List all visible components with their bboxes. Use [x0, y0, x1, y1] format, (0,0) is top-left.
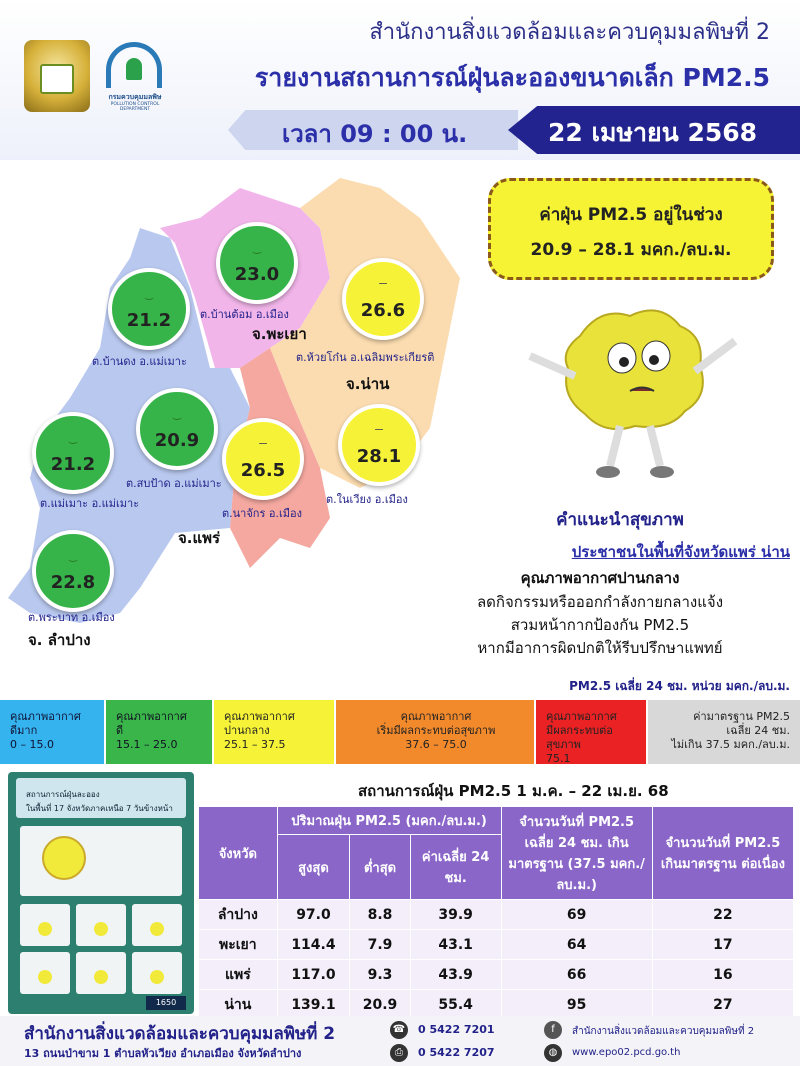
province-label-nan: จ.น่าน [346, 375, 390, 393]
station-label-7: ต.ในเวียง อ.เมือง [326, 493, 408, 506]
station-label-2: ต.บ้านดง อ.แม่เมาะ [92, 355, 187, 368]
station-value: 20.9 [154, 430, 200, 451]
station-bubble-7 [338, 404, 420, 486]
footer-fax: 0 5422 7207 [418, 1046, 495, 1059]
view-count: 1650 [146, 996, 186, 1010]
pm25-summary-table [198, 806, 794, 1020]
unit-note: PM2.5 เฉลี่ย 24 ชม. หน่วย มคก./ลบ.ม. [569, 679, 790, 693]
pm25-range-box [488, 178, 774, 280]
pcd-logo-subtext: POLLUTION CONTROL DEPARTMENT [110, 102, 160, 112]
station-bubble-6 [222, 418, 304, 500]
aqi-legend [0, 700, 800, 764]
province-label-phrae: จ.แพร่ [178, 529, 221, 547]
col-avg: ค่าเฉลี่ย 24 ชม. [410, 835, 501, 900]
neutral-face-icon: — [259, 436, 267, 451]
station-value: 26.6 [360, 300, 406, 321]
globe-icon: ◍ [544, 1044, 562, 1062]
report-time: เวลา 09 : 00 น. [282, 120, 468, 148]
station-label-1: ต.บ้านต้อม อ.เมือง [200, 308, 289, 321]
station-value: 28.1 [356, 446, 402, 467]
station-bubble-4 [32, 412, 114, 494]
legend-good: คุณภาพอากาศ ดี 15.1 – 25.0 [106, 700, 212, 764]
health-advice-title: คำแนะนำสุขภาพ [556, 510, 684, 530]
range-value: 20.9 – 28.1 มคก./ลบ.ม. [530, 240, 732, 260]
footer-address: 13 ถนนป่าขาม 1 ตำบลหัวเวียง อำเภอเมือง จังหวัดลำปาง [24, 1047, 302, 1060]
thumbnail-subtitle: ในพื้นที่ 17 จังหวัดภาคเหนือ 7 วันข้างหน้า [26, 804, 173, 813]
station-bubble-2 [108, 268, 190, 350]
station-label-6: ต.นาจักร อ.เมือง [222, 507, 302, 520]
table-row: น่าน 139.1 20.9 55.4 95 27 [199, 990, 794, 1020]
station-bubble-1 [216, 222, 298, 304]
legend-sensitive: คุณภาพอากาศ เริ่มมีผลกระทบต่อสุขภาพ 37.6 – 75.0 [336, 700, 534, 764]
org-title: สำนักงานสิ่งแวดล้อมและควบคุมมลพิษที่ 2 [369, 20, 770, 45]
station-value: 22.8 [50, 572, 96, 593]
station-value: 26.5 [240, 460, 286, 481]
fax-icon: ⎙ [390, 1044, 408, 1062]
station-bubble-3 [342, 258, 424, 340]
footer-phone[interactable]: 0 5422 7201 [418, 1023, 495, 1036]
col-min: ต่ำสุด [350, 835, 411, 900]
garuda-logo [24, 40, 90, 112]
col-province: จังหวัด [199, 807, 278, 900]
neutral-face-icon: — [379, 276, 387, 291]
facebook-icon: f [544, 1021, 562, 1039]
legend-very-good: คุณภาพอากาศ ดีมาก 0 – 15.0 [0, 700, 104, 764]
legend-unhealthy: คุณภาพอากาศ มีผลกระทบต่อสุขภาพ 75.1 [536, 700, 646, 764]
health-advice-audience: ประชาชนในพื้นที่จังหวัดแพร่ น่าน [571, 543, 790, 561]
station-value: 23.0 [234, 264, 280, 285]
station-label-3: ต.ห้วยโก๋น อ.เฉลิมพระเกียรติ [296, 351, 435, 364]
forecast-thumbnail[interactable] [8, 772, 194, 1014]
station-label-5: ต.สบป้าด อ.แม่เมาะ [126, 477, 222, 490]
range-label: ค่าฝุ่น PM2.5 อยู่ในช่วง [539, 205, 723, 225]
smiley-face-icon: ‿ [173, 406, 181, 421]
advice-line-2: สวมหน้ากากป้องกัน PM2.5 [510, 616, 690, 634]
legend-standard: ค่ามาตรฐาน PM2.5 เฉลี่ย 24 ชม. ไม่เกิน 37.5 มคก./ลบ.ม. [648, 700, 800, 764]
footer-facebook[interactable]: สำนักงานสิ่งแวดล้อมและควบคุมมลพิษที่ 2 [572, 1026, 755, 1037]
smiley-face-icon: ‿ [69, 430, 77, 445]
pcd-logo-text: กรมควบคุมมลพิษ [108, 93, 162, 101]
table-row: พะเยา 114.4 7.9 43.1 64 17 [199, 930, 794, 960]
province-label-lampang: จ. ลำปาง [28, 631, 91, 649]
station-value: 21.2 [50, 454, 96, 475]
station-bubble-5 [136, 388, 218, 470]
report-date: 22 เมษายน 2568 [548, 118, 758, 147]
table-row: ลำปาง 97.0 8.8 39.9 69 22 [199, 900, 794, 930]
table-title: สถานการณ์ฝุ่น PM2.5 1 ม.ค. – 22 เม.ย. 68 [358, 782, 669, 800]
air-quality-status: คุณภาพอากาศปานกลาง [520, 569, 680, 587]
dust-mascot-icon [510, 296, 750, 486]
advice-line-1: ลดกิจกรรมหรือออกกำลังกายกลางแจ้ง [476, 593, 724, 611]
report-title: รายงานสถานการณ์ฝุ่นละอองขนาดเล็ก PM2.5 [254, 63, 770, 92]
province-label-phayao: จ.พะเยา [252, 325, 307, 343]
smiley-face-icon: ‿ [145, 286, 153, 301]
footer-org: สำนักงานสิ่งแวดล้อมและควบคุมมลพิษที่ 2 [24, 1024, 336, 1044]
col-days-exceed: จำนวนวันที่ PM2.5 เฉลี่ย 24 ชม. เกินมาตรฐาน (37.5 มคก./ลบ.ม.) [501, 807, 652, 900]
station-value: 21.2 [126, 310, 172, 331]
smiley-face-icon: ‿ [253, 240, 261, 255]
col-days-consecutive: จำนวนวันที่ PM2.5 เกินมาตรฐาน ต่อเนื่อง [652, 807, 793, 900]
station-label-8: ต.พระบาท อ.เมือง [28, 611, 115, 624]
neutral-face-icon: — [375, 422, 383, 437]
phone-icon: ☎ [390, 1021, 408, 1039]
col-max: สูงสุด [277, 835, 350, 900]
thumbnail-title: สถานการณ์ฝุ่นละออง [26, 790, 100, 799]
station-label-4: ต.แม่เมาะ อ.แม่เมาะ [40, 497, 140, 510]
advice-line-3: หากมีอาการผิดปกติให้รีบปรึกษาแพทย์ [477, 639, 723, 657]
col-amount: ปริมาณฝุ่น PM2.5 (มคก./ลบ.ม.) [277, 807, 501, 835]
table-row: แพร่ 117.0 9.3 43.9 66 16 [199, 960, 794, 990]
legend-moderate: คุณภาพอากาศ ปานกลาง 25.1 – 37.5 [214, 700, 334, 764]
smiley-face-icon: ‿ [69, 548, 77, 563]
footer-website[interactable]: www.epo02.pcd.go.th [572, 1047, 681, 1058]
pcd-logo [100, 40, 168, 110]
station-bubble-8 [32, 530, 114, 612]
neutral-face-icon [42, 836, 86, 880]
